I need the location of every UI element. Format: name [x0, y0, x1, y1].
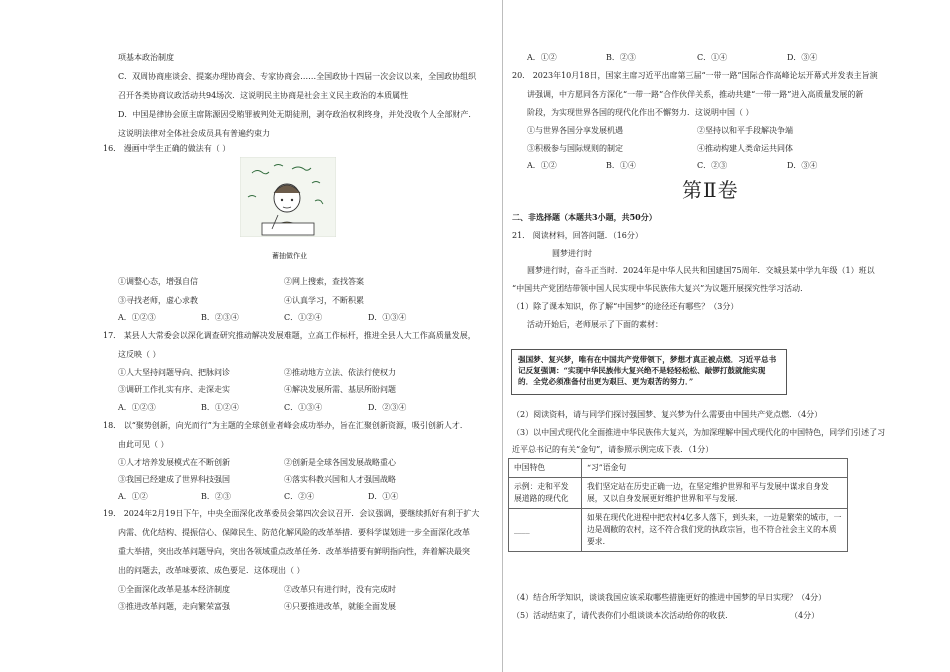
table-cell: 我们坚定站在历史正确一边，在坚定维护世界和平与发展中谋求自身发展，又以自身发展更好维护世界和平与发展． — [582, 478, 848, 509]
q18-choice-d: D．①④ — [368, 492, 399, 501]
q20-choice-b: B．①④ — [606, 161, 636, 170]
q19-choice-a: A．①② — [527, 53, 557, 62]
q15-option-c: C．双周协商座谈会、提案办理协商会、专家协商会……全国政协十四届一次会议以来，全国政协组织 — [118, 72, 477, 81]
table-cell: 如果在现代化进程中把农村4亿多人落下，到头来，一边是繁荣的城市，一边是凋敝的农村，这不符合我们党的执政宗旨，也不符合社会主义的本质要求． — [582, 509, 848, 552]
quote-table — [508, 458, 848, 552]
part2-heading: 二、非选择题（本题共3小题，共50分） — [512, 212, 657, 222]
q20-choice-d: D．③④ — [787, 161, 818, 170]
cartoon-caption: 蓄抽做作业 — [272, 252, 307, 260]
table-blank-cell: ____ — [509, 509, 582, 552]
q19-stem: 重大举措，突出改革问题导向，突出各领域重点改革任务．改革举措要有鲜明指向性，奔着解决最突 — [118, 547, 470, 556]
table-row — [509, 509, 848, 552]
q16-choice-b: B．②③④ — [201, 313, 239, 322]
q21-sub3: 近平总书记的有关“金句”，请参照示例完成下表．（1分） — [512, 445, 714, 454]
q21-intro: “中国共产党团结带领中国人民实现中华民族伟大复兴”为议题开展探究性学习活动． — [512, 284, 809, 293]
table-row — [509, 459, 848, 478]
q19-stem: 出的问题去，改革味要浓、成色要足．这体现出（ ） — [118, 566, 305, 575]
q16-choice-c: C．①②④ — [284, 313, 323, 322]
q17-choice-c: C．①③④ — [284, 403, 323, 412]
q16-option: ④认真学习，不断积累 — [284, 296, 364, 305]
q21-subtitle: 圆梦进行时 — [552, 249, 592, 258]
q21-stem: 21． 阅读材料，回答问题．（16分） — [512, 231, 643, 240]
q18-stem: 18． 以“聚势创新，向光而行”为主题的全球创业者峰会成功举办，旨在汇聚创新资源，吸引创新人才． — [103, 421, 468, 430]
homework-paper — [262, 223, 314, 235]
q21-sub5-points: （4分） — [790, 611, 820, 620]
q16-stem: 16． 漫画中学生正确的做法有（ ） — [103, 144, 231, 153]
q17-choice-b: B．①②④ — [201, 403, 239, 412]
q16-option: ①调整心态，增强自信 — [118, 277, 198, 286]
q18-choice-b: B．②③ — [201, 492, 231, 501]
q20-stem: 讲强调，中方愿同各方深化“一带一路”合作伙伴关系，推动共建“一带一路”进入高质量发展的新 — [527, 90, 864, 99]
q18-stem: 由此可见（ ） — [118, 440, 169, 449]
q20-option: ②坚持以和平手段解决争端 — [697, 126, 793, 135]
q16-option: ③寻找老师，虚心求教 — [118, 296, 198, 305]
q20-option: ①与世界各国分享发展机遇 — [527, 126, 623, 135]
table-cell: 示例：走和平发展道路的现代化 — [509, 478, 582, 509]
q21-sub5: （5）活动结束了，请代表你们小组谈谈本次活动给你的收获． — [512, 611, 734, 620]
q18-option: ③我国已经建成了世界科技强国 — [118, 475, 230, 484]
q19-choice-b: B．②③ — [606, 53, 636, 62]
q15-text: 召开各类协商议政活动共94场次．这说明民主协商是社会主义民主政治的本质属性 — [118, 91, 409, 100]
q20-choice-c: C．②③ — [697, 161, 728, 170]
q19-choice-c: C．①④ — [697, 53, 728, 62]
column-divider — [502, 0, 503, 672]
q21-intro: 圆梦进行时，奋斗正当时．2024年是中华人民共和国建国75周年．交城县某中学九年级（1）班以 — [527, 266, 875, 275]
q17-option: ①人大坚持问题导向、把脉问诊 — [118, 368, 230, 377]
q21-sub1: （1）除了课本知识，你了解“中国梦”的途径还有哪些？（3分） — [512, 302, 739, 311]
q17-stem: 17． 某县人大常委会以深化调查研究推动解决发展难题，立高工作标杆，推进全县人大工作高质量发展， — [103, 331, 476, 340]
q17-option: ④解决发展所需、基层所盼问题 — [284, 385, 396, 394]
q19-option: ②改革只有进行时，没有完成时 — [284, 585, 396, 594]
q20-stem: 阶段，为实现世界各国的现代化作出不懈努力．这说明中国（ ） — [527, 108, 754, 117]
q16-choice-d: D．①③④ — [368, 313, 407, 322]
q19-stem: 内需、优化结构、提振信心、保障民生、防范化解风险的改革举措．要科学谋划进一步全面深化改革 — [118, 528, 470, 537]
q17-choice-a: A．①②③ — [118, 403, 156, 412]
q21-sub1-note: 活动开始后，老师展示了下面的素材： — [527, 320, 663, 329]
q15-text: 这说明法律对全体社会成员具有普遍约束力 — [118, 129, 270, 138]
q19-choice-d: D．③④ — [787, 53, 818, 62]
q20-option: ③积极参与国际规则的制定 — [527, 144, 623, 153]
q20-stem: 20． 2023年10月18日，国家主席习近平出席第三届“一带一路”国际合作高峰论坛开幕式并发表主旨演 — [512, 71, 878, 80]
q21-sub3: （3）以中国式现代化全面推进中华民族伟大复兴，为加深理解中国式现代化的中国特色，同学们引述了习 — [512, 428, 886, 437]
q18-option: ②创新是全球各国发展战略重心 — [284, 458, 396, 467]
q17-stem: 这反映（ ） — [118, 350, 161, 359]
q18-option: ④落实科教兴国和人才强国战略 — [284, 475, 396, 484]
q15-option-d: D．中国是律协会原主席陈源因受贿罪被判处无期徒刑，剥夺政治权利终身，并处没收个人全部财产． — [118, 110, 477, 119]
q19-option: ④只要推进改革，就能全面发展 — [284, 602, 396, 611]
part2-title: 第Ⅱ卷 — [682, 178, 739, 202]
q17-choice-d: D．②③④ — [368, 403, 407, 412]
q21-sub4: （4）结合所学知识，谈谈我国应该采取哪些措施更好的推进中国梦的早日实现？（4分） — [512, 593, 827, 602]
q19-option: ③推进改革问题，走向繁荣富强 — [118, 602, 230, 611]
table-header-cell: 中国特色 — [509, 459, 582, 478]
student-homework-cartoon — [240, 157, 336, 237]
q16-option: ②网上搜索，查找答案 — [284, 277, 364, 286]
table-row — [509, 478, 848, 509]
q16-choice-a: A．①②③ — [118, 313, 156, 322]
q19-stem: 19． 2024年2月19日下午，中央全面深化改革委员会第四次会议召开．会议强调，要继续抓好有利于扩大 — [103, 509, 480, 518]
table-header-cell: “习”语金句 — [582, 459, 848, 478]
q15-text: 项基本政治制度 — [118, 53, 174, 62]
q21-sub2: （2）阅读资料，请与同学们探讨强国梦、复兴梦为什么需要由中国共产党点燃．（4分） — [512, 410, 823, 419]
q20-choice-a: A．①② — [527, 161, 557, 170]
q18-choice-a: A．①② — [118, 492, 148, 501]
q18-choice-c: C．②④ — [284, 492, 315, 501]
q18-option: ①人才培养发展模式在不断创新 — [118, 458, 230, 467]
q20-option: ④推动构建人类命运共同体 — [697, 144, 793, 153]
material-quote-box: 强国梦、复兴梦，唯有在中国共产党带领下，梦想才真正被点燃．习近平总书记反复强调：“实现中华民族伟大复兴绝不是轻轻松松、敲锣打鼓就能实现的．全党必须准备付出更为艰巨、更为艰苦的努力．” — [511, 349, 787, 395]
q17-option: ③调研工作扎实有序、走深走实 — [118, 385, 230, 394]
q19-option: ①全面深化改革是基本经济制度 — [118, 585, 230, 594]
q17-option: ②推动地方立法、依法行使权力 — [284, 368, 396, 377]
